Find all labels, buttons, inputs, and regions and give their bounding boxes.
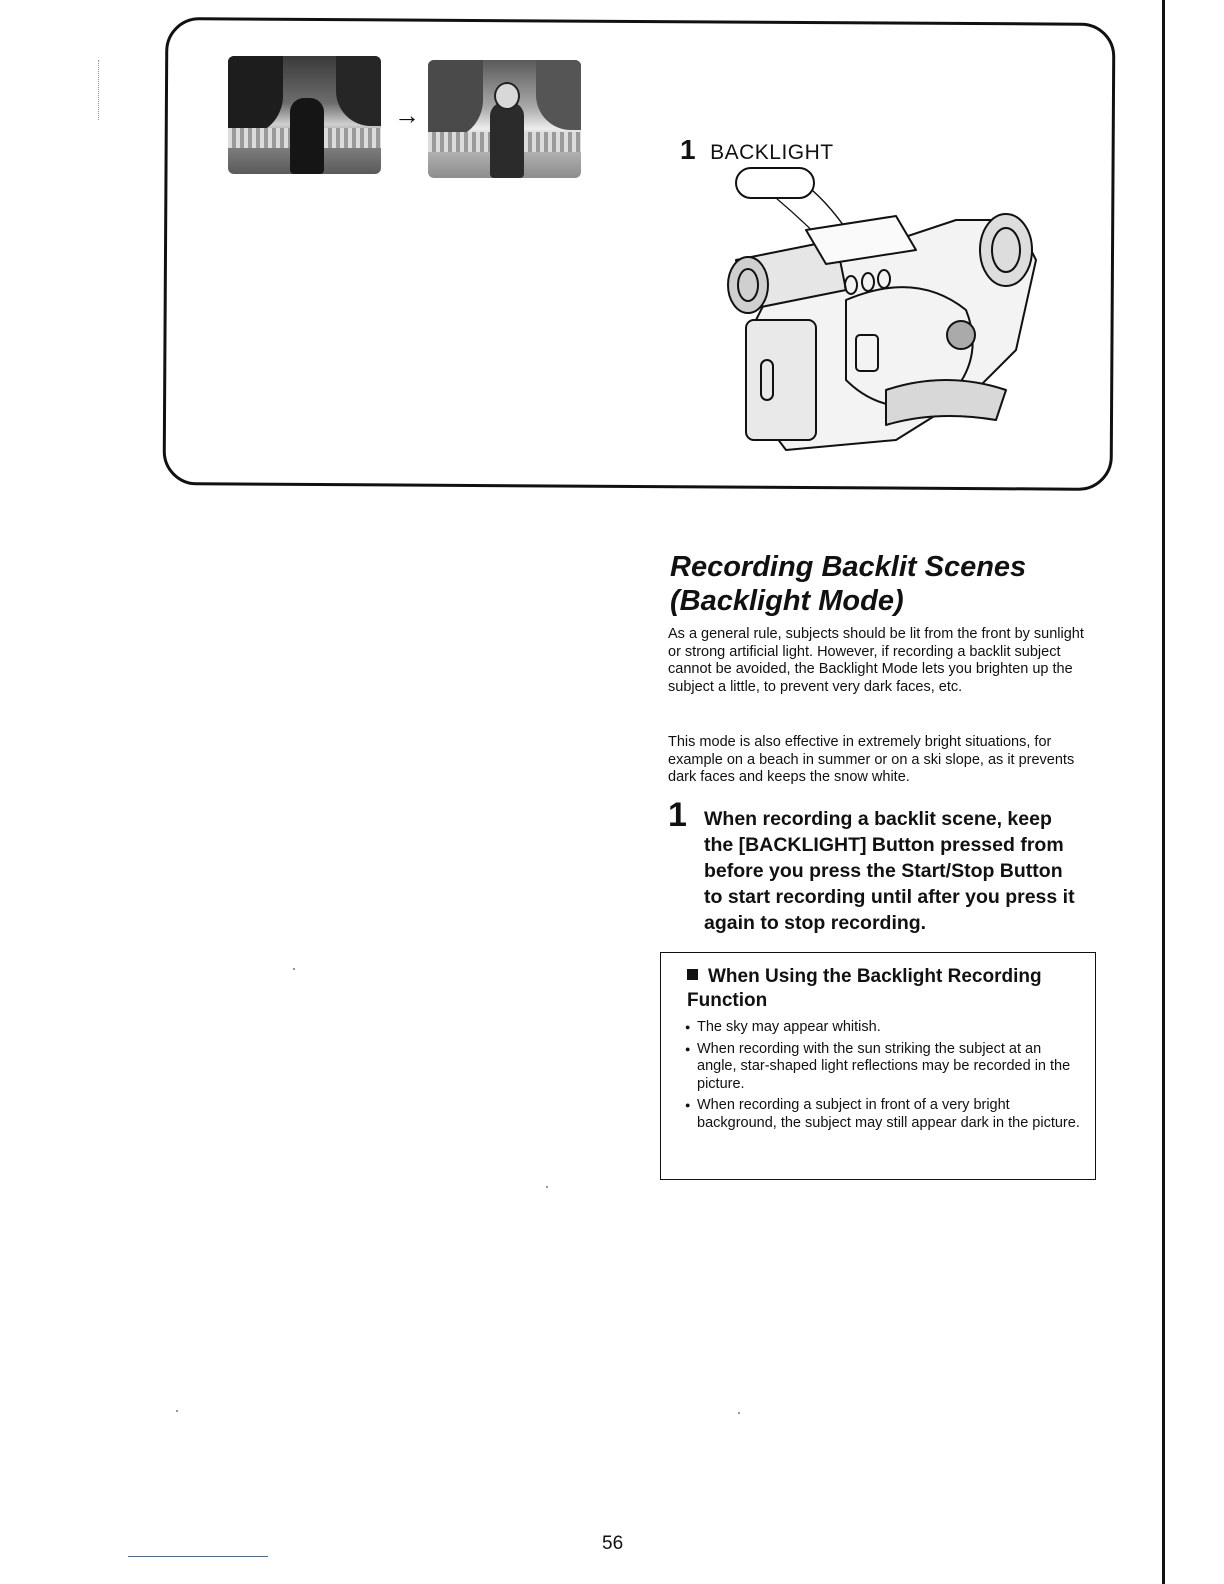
notes-title: When Using the Backlight Recording Function xyxy=(687,966,1042,1011)
scan-speck xyxy=(293,968,295,970)
square-bullet-icon xyxy=(687,969,698,980)
intro-paragraph-2: This mode is also effective in extremely bright situations, for example on a beach in summer or on a ski slope, as it prevents dark faces and keeps the snow white. xyxy=(668,734,1075,785)
page-title xyxy=(670,550,1100,618)
scan-speck xyxy=(176,1410,178,1412)
scan-speck xyxy=(546,1186,548,1188)
page-number: 56 xyxy=(602,1533,624,1554)
camcorder-icon xyxy=(716,160,1056,460)
list-item: ● The sky may appear whitish. xyxy=(685,1019,1081,1037)
backlight-button-label: BACKLIGHT xyxy=(710,141,834,164)
page-edge-rule xyxy=(1162,0,1165,1584)
list-item: ● When recording a subject in front of a very bright background, the subject may still appear dark in the picture. xyxy=(685,1097,1081,1132)
title-line-2: (Backlight Mode) xyxy=(670,585,904,617)
notes-box xyxy=(660,952,1096,1180)
before-photo xyxy=(228,56,381,174)
footer-rule xyxy=(128,1556,268,1557)
list-item: ● When recording with the sun striking the subject at an angle, star-shaped light reflections may be recorded in the picture. xyxy=(685,1041,1081,1094)
callout-step-number: 1 xyxy=(680,134,697,165)
scan-speck xyxy=(738,1412,740,1414)
after-photo xyxy=(428,60,581,178)
notes-list xyxy=(685,1019,1081,1136)
scan-artifact xyxy=(98,60,100,120)
title-line-1: Recording Backlit Scenes xyxy=(670,551,1027,583)
step-instruction: When recording a backlit scene, keep the [BACKLIGHT] Button pressed from before you press the Start/Stop Button to start recording until after you press it again to stop recording. xyxy=(704,808,1075,934)
step-number: 1 xyxy=(668,796,687,834)
arrow-right-icon: → xyxy=(394,100,420,130)
intro-paragraph-1: As a general rule, subjects should be lit from the front by sunlight or strong artificial light. However, if recording a backlit subject cannot be avoided, the Backlight Mode lets you brighten up the subject a little, to prevent very dark faces, etc. xyxy=(668,626,1084,695)
backlight-button-icon xyxy=(736,168,814,198)
